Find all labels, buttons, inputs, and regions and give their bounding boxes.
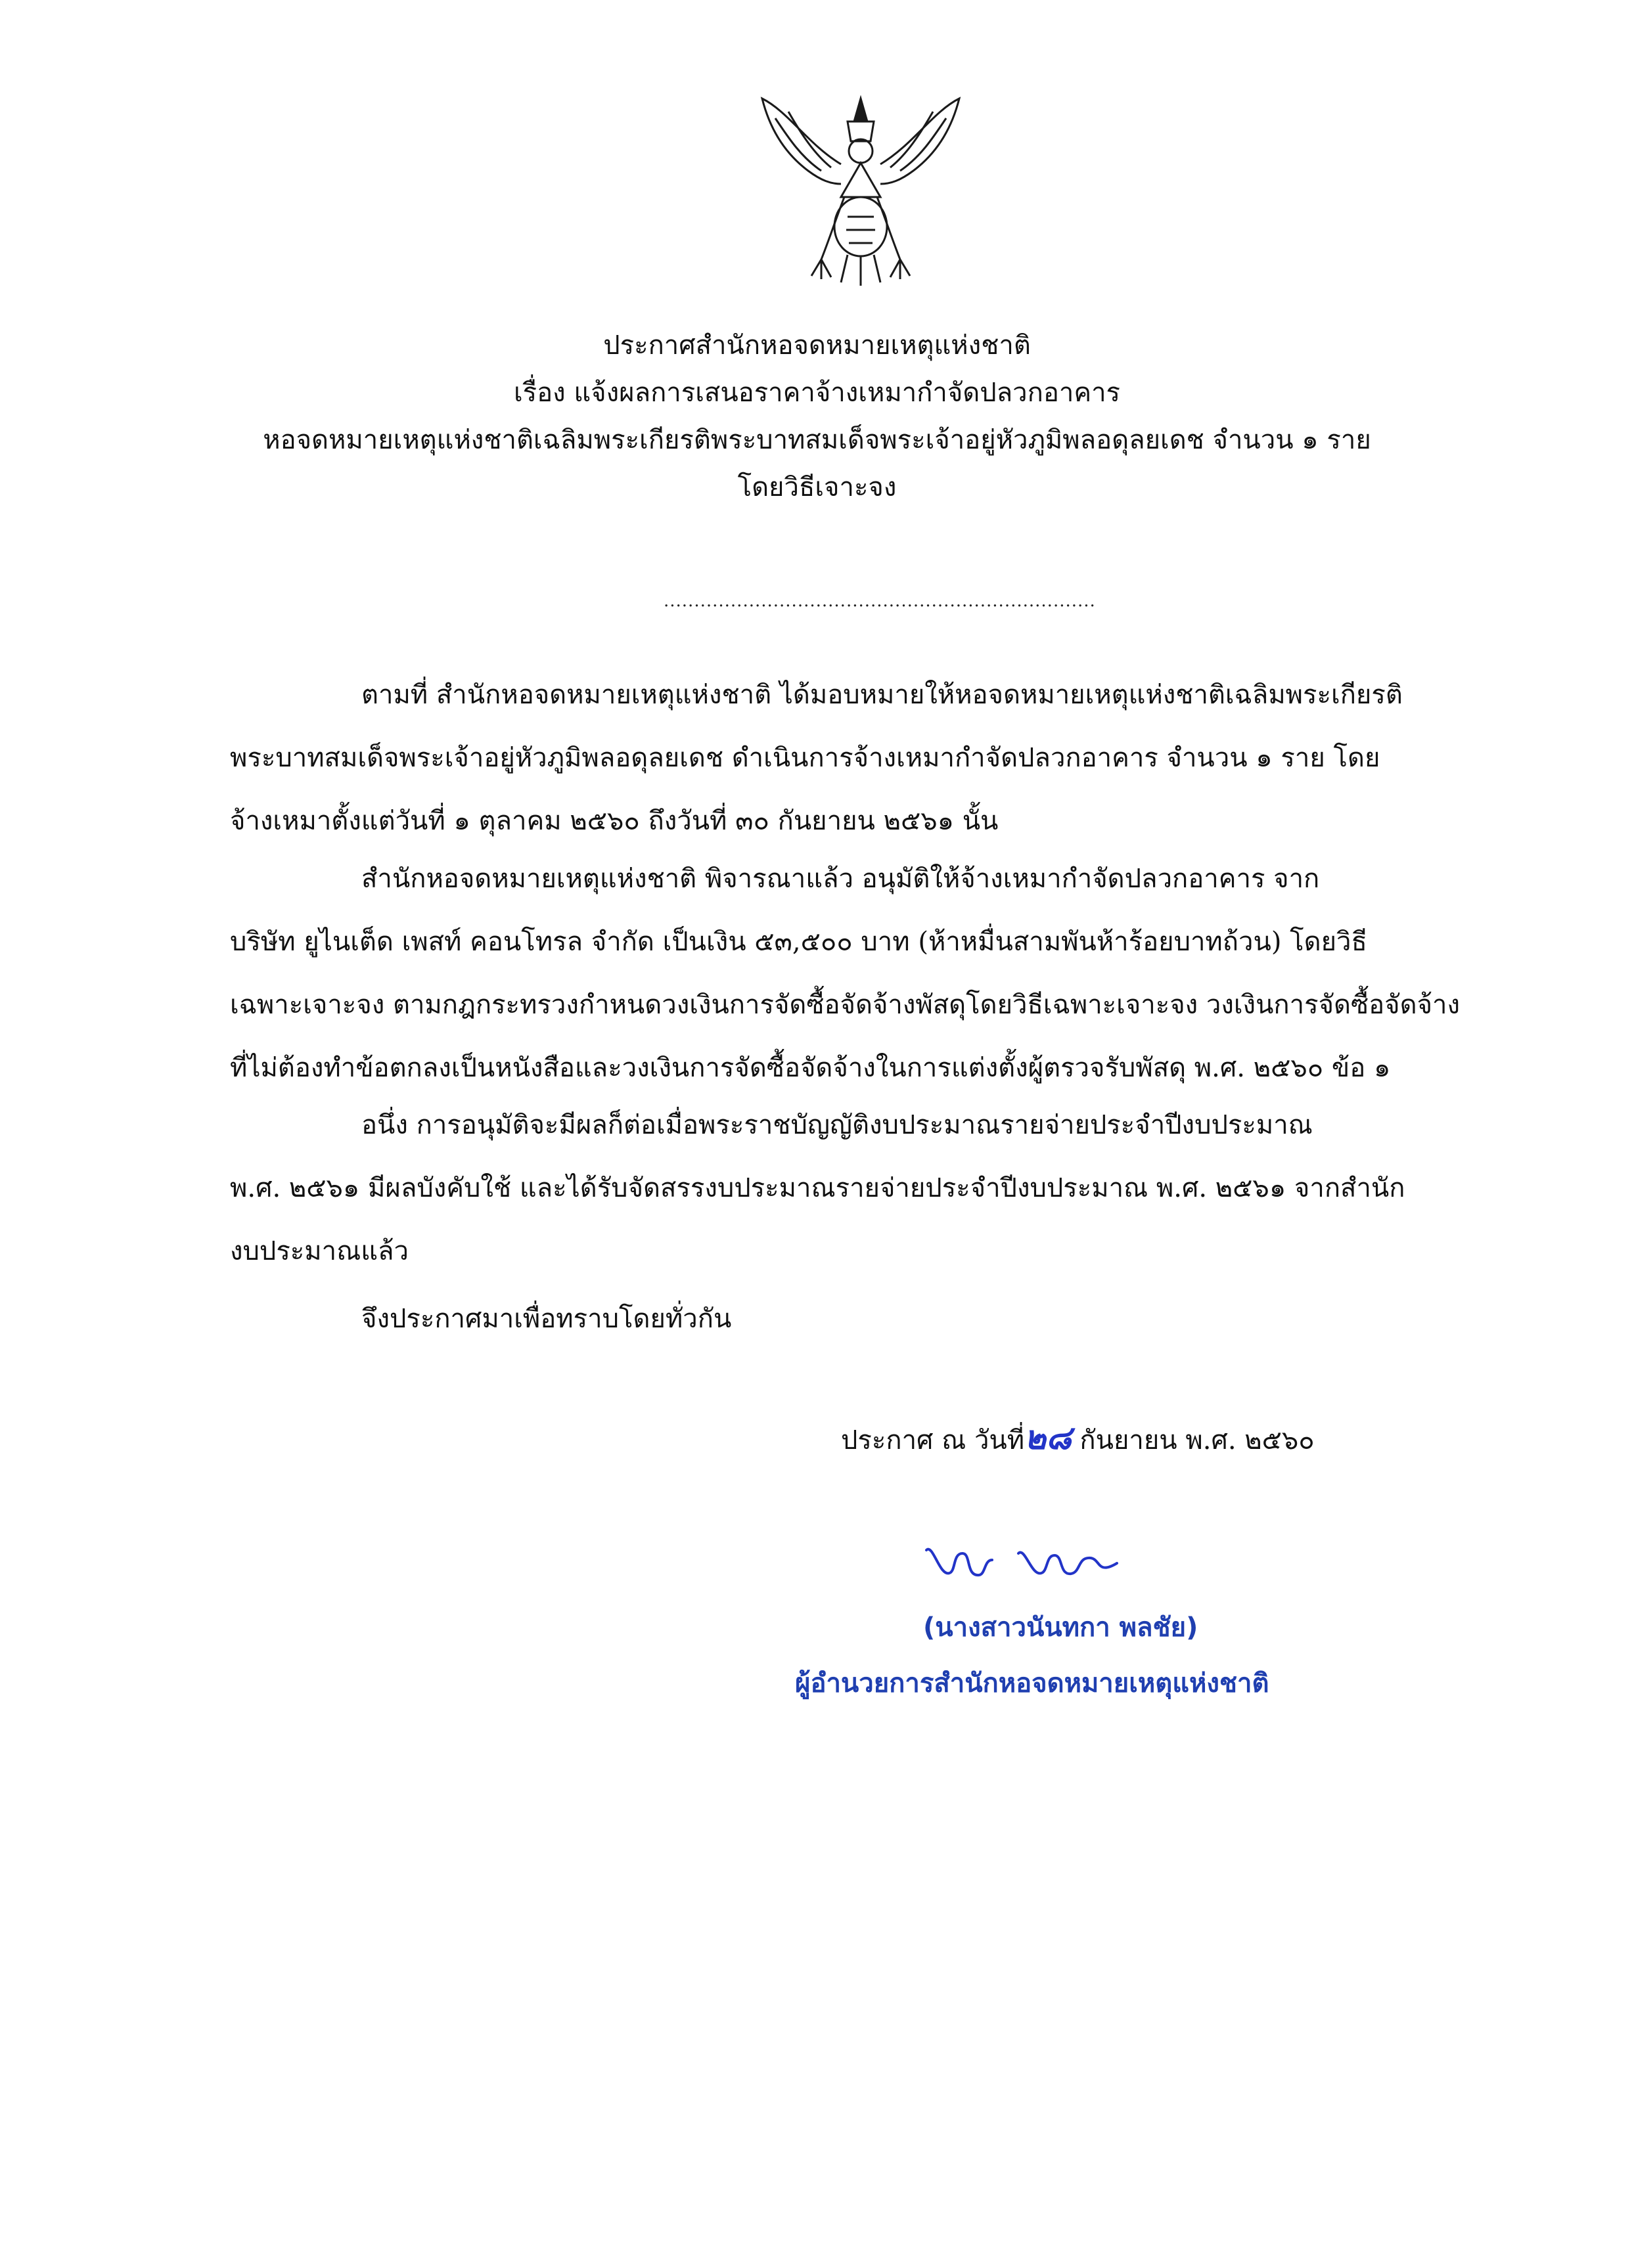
announcement-heading xyxy=(99,322,1535,511)
date-prefix: ประกาศ ณ วันที่ xyxy=(841,1425,1025,1456)
announcement-date xyxy=(841,1412,1315,1464)
paragraph-line: ตามที่ สำนักหอจดหมายเหตุแห่งชาติ ได้มอบหมายให้หอจดหมายเหตุแห่งชาติเฉลิมพระเกียรติ xyxy=(361,680,1403,710)
paragraph-line: ที่ไม่ต้องทำข้อตกลงเป็นหนังสือและวงเงินการจัดซื้อจัดจ้างในการแต่งตั้งผู้ตรวจรับพัสดุ พ.ศ. ๒๕๖๐ ข้อ ๑ xyxy=(230,1053,1391,1083)
signatory-name: (นางสาวนันทกา พลชัย) xyxy=(923,1612,1198,1643)
garuda-emblem xyxy=(749,85,972,296)
handwritten-signature xyxy=(920,1537,1130,1596)
paragraph-line: เฉพาะเจาะจง ตามกฎกระทรวงกำหนดวงเงินการจัดซื้อจัดจ้างพัสดุโดยวิธีเฉพาะเจาะจง วงเงินการจัดซื้อจัดจ้าง xyxy=(230,990,1461,1020)
heading-subject: เรื่อง แจ้งผลการเสนอราคาจ้างเหมากำจัดปลวกอาคาร xyxy=(513,378,1121,408)
paragraph-closing xyxy=(230,1287,1465,1350)
paragraph-line: พ.ศ. ๒๕๖๑ มีผลบังคับใช้ และได้รับจัดสรรงบประมาณรายจ่ายประจำปีงบประมาณ พ.ศ. ๒๕๖๑ จากสำนัก xyxy=(230,1173,1405,1203)
paragraph-line: พระบาทสมเด็จพระเจ้าอยู่หัวภูมิพลอดุลยเดช ดำเนินการจ้างเหมากำจัดปลวกอาคาร จำนวน ๑ ราย โดย xyxy=(230,743,1380,773)
paragraph-line: จ้างเหมาตั้งแต่วันที่ ๑ ตุลาคม ๒๕๖๐ ถึงวันที่ ๓๐ กันยายน ๒๕๖๑ นั้น xyxy=(230,806,999,836)
paragraph-approval xyxy=(230,847,1465,1100)
paragraph-line: สำนักหอจดหมายเหตุแห่งชาติ พิจารณาแล้ว อนุมัติให้จ้างเหมากำจัดปลวกอาคาร จาก xyxy=(361,864,1320,894)
paragraph-line: อนึ่ง การอนุมัติจะมีผลก็ต่อเมื่อพระราชบัญญัติงบประมาณรายจ่ายประจำปีงบประมาณ xyxy=(361,1110,1313,1140)
heading-office: ประกาศสำนักหอจดหมายเหตุแห่งชาติ xyxy=(603,330,1031,361)
heading-subject-continued: หอจดหมายเหตุแห่งชาติเฉลิมพระเกียรติพระบาทสมเด็จพระเจ้าอยู่หัวภูมิพลอดุลยเดช จำนวน ๑ ราย xyxy=(263,425,1371,455)
date-suffix: กันยายน พ.ศ. ๒๕๖๐ xyxy=(1071,1425,1315,1456)
paragraph-line: จึงประกาศมาเพื่อทราบโดยทั่วกัน xyxy=(361,1304,732,1334)
paragraph-line: บริษัท ยูไนเต็ด เพสท์ คอนโทรล จำกัด เป็นเงิน ๕๓,๕๐๐ บาท (ห้าหมื่นสามพันห้าร้อยบาทถ้วน) โดยวิธี xyxy=(230,927,1367,957)
date-day-handwritten: ๒๘ xyxy=(1024,1419,1072,1457)
paragraph-line: งบประมาณแล้ว xyxy=(230,1236,409,1266)
paragraph-condition xyxy=(230,1094,1465,1283)
heading-separator: ....................................................................... xyxy=(664,591,1096,611)
signatory-title: ผู้อำนวยการสำนักหอจดหมายเหตุแห่งชาติ xyxy=(795,1668,1269,1699)
heading-method: โดยวิธีเจาะจง xyxy=(737,472,897,502)
paragraph-background xyxy=(230,663,1465,853)
